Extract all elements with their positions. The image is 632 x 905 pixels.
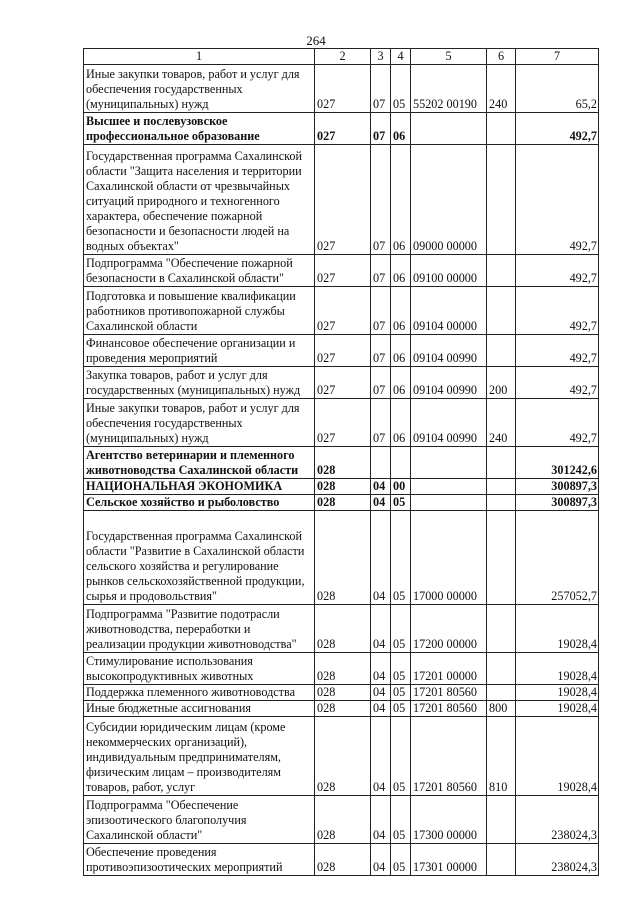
- row-code-expense: [487, 685, 516, 701]
- row-code-target: [411, 479, 487, 495]
- row-amount: 492,7: [516, 335, 599, 367]
- row-code-section: 07: [371, 255, 391, 287]
- row-code-expense: [487, 255, 516, 287]
- row-amount: 492,7: [516, 145, 599, 255]
- row-code-target: [411, 495, 487, 511]
- row-code-expense: [487, 145, 516, 255]
- row-amount: 492,7: [516, 113, 599, 145]
- table-row: [84, 511, 599, 605]
- row-code-subsection: 05: [391, 701, 411, 717]
- row-amount: 19028,4: [516, 653, 599, 685]
- row-code-subsection: 05: [391, 717, 411, 796]
- row-code-admin: 028: [315, 701, 371, 717]
- row-name: Финансовое обеспечение организации и проведения мероприятий: [84, 335, 315, 367]
- row-code-expense: [487, 605, 516, 653]
- row-code-admin: 027: [315, 65, 371, 113]
- row-code-section: 04: [371, 796, 391, 844]
- row-code-section: 04: [371, 653, 391, 685]
- row-code-section: 04: [371, 844, 391, 876]
- row-code-expense: [487, 447, 516, 479]
- col-header-7: 7: [516, 49, 599, 65]
- row-code-expense: 240: [487, 65, 516, 113]
- row-code-admin: 027: [315, 113, 371, 145]
- row-code-subsection: 05: [391, 796, 411, 844]
- row-code-subsection: 06: [391, 255, 411, 287]
- table-row: [84, 65, 599, 113]
- row-amount: 19028,4: [516, 605, 599, 653]
- row-code-target: 55202 00190: [411, 65, 487, 113]
- row-name: Иные закупки товаров, работ и услуг для обеспечения государственных (муниципальных) нужд: [84, 399, 315, 447]
- row-amount: 238024,3: [516, 796, 599, 844]
- row-amount: 301242,6: [516, 447, 599, 479]
- row-code-subsection: 06: [391, 367, 411, 399]
- row-name: Закупка товаров, работ и услуг для государственных (муниципальных) нужд: [84, 367, 315, 399]
- row-code-subsection: 06: [391, 145, 411, 255]
- row-code-admin: 027: [315, 145, 371, 255]
- row-name: Стимулирование использования высокопродуктивных животных: [84, 653, 315, 685]
- row-code-expense: [487, 287, 516, 335]
- row-amount: 492,7: [516, 367, 599, 399]
- row-amount: 19028,4: [516, 701, 599, 717]
- row-code-section: 07: [371, 399, 391, 447]
- table-row: [84, 113, 599, 145]
- row-name: Подпрограмма "Развитие подотрасли животноводства, переработки и реализации продукции животноводства": [84, 605, 315, 653]
- col-header-4: 4: [391, 49, 411, 65]
- row-amount: 238024,3: [516, 844, 599, 876]
- row-code-admin: 027: [315, 367, 371, 399]
- row-code-admin: 028: [315, 511, 371, 605]
- row-code-target: 09104 00000: [411, 287, 487, 335]
- row-code-target: 17200 00000: [411, 605, 487, 653]
- row-code-subsection: 05: [391, 495, 411, 511]
- row-code-expense: [487, 653, 516, 685]
- row-code-section: 07: [371, 287, 391, 335]
- table-row: [84, 335, 599, 367]
- row-code-admin: 028: [315, 653, 371, 685]
- row-code-section: 07: [371, 145, 391, 255]
- table-header-row: [84, 49, 599, 65]
- row-code-admin: 028: [315, 495, 371, 511]
- row-name: Сельское хозяйство и рыболовство: [84, 495, 315, 511]
- table-row: [84, 367, 599, 399]
- row-name: Поддержка племенного животноводства: [84, 685, 315, 701]
- row-code-admin: 027: [315, 255, 371, 287]
- row-code-subsection: 05: [391, 653, 411, 685]
- row-code-target: 09100 00000: [411, 255, 487, 287]
- col-header-6: 6: [487, 49, 516, 65]
- row-name: Обеспечение проведения противоэпизоотических мероприятий: [84, 844, 315, 876]
- row-code-subsection: 06: [391, 113, 411, 145]
- row-code-target: 09104 00990: [411, 399, 487, 447]
- row-code-section: [371, 447, 391, 479]
- row-code-subsection: 05: [391, 685, 411, 701]
- row-code-expense: [487, 511, 516, 605]
- row-code-target: 17201 80560: [411, 701, 487, 717]
- row-code-expense: [487, 796, 516, 844]
- row-name: Агентство ветеринарии и племенного животноводства Сахалинской области: [84, 447, 315, 479]
- table-row: [84, 255, 599, 287]
- table-row: [84, 399, 599, 447]
- row-name: Государственная программа Сахалинской области "Защита населения и территории Сахалинской области от чрезвычайных ситуаций природного и техногенного характера, обеспечение пожарной безопасности и безопасности людей на водных объектах": [84, 145, 315, 255]
- row-name: НАЦИОНАЛЬНАЯ ЭКОНОМИКА: [84, 479, 315, 495]
- row-code-admin: 028: [315, 605, 371, 653]
- table-row: [84, 796, 599, 844]
- row-code-admin: 028: [315, 717, 371, 796]
- row-code-subsection: 05: [391, 511, 411, 605]
- page-number: 264: [306, 33, 326, 48]
- row-code-admin: 027: [315, 399, 371, 447]
- row-code-section: 07: [371, 367, 391, 399]
- row-code-expense: [487, 495, 516, 511]
- row-code-section: 04: [371, 605, 391, 653]
- table-row: [84, 145, 599, 255]
- row-code-admin: 028: [315, 685, 371, 701]
- row-code-target: [411, 113, 487, 145]
- row-code-subsection: 05: [391, 65, 411, 113]
- table-row: [84, 605, 599, 653]
- row-code-expense: [487, 335, 516, 367]
- row-code-subsection: 06: [391, 399, 411, 447]
- table-row: [84, 495, 599, 511]
- row-code-target: [411, 447, 487, 479]
- row-code-expense: 240: [487, 399, 516, 447]
- table-row: [84, 479, 599, 495]
- table-row: [84, 447, 599, 479]
- row-code-subsection: [391, 447, 411, 479]
- row-code-expense: [487, 113, 516, 145]
- row-code-target: 17300 00000: [411, 796, 487, 844]
- row-code-section: 04: [371, 479, 391, 495]
- row-code-admin: 028: [315, 796, 371, 844]
- table-row: [84, 685, 599, 701]
- row-code-section: 07: [371, 65, 391, 113]
- row-code-target: 09104 00990: [411, 367, 487, 399]
- row-name: Иные бюджетные ассигнования: [84, 701, 315, 717]
- row-name: Иные закупки товаров, работ и услуг для обеспечения государственных (муниципальных) нужд: [84, 65, 315, 113]
- row-code-target: 17201 00000: [411, 653, 487, 685]
- row-name: Субсидии юридическим лицам (кроме некоммерческих организаций), индивидуальным предпринимателям, физическим лицам – производителям товаров, работ, услуг: [84, 717, 315, 796]
- row-code-target: 17000 00000: [411, 511, 487, 605]
- row-amount: 492,7: [516, 287, 599, 335]
- row-code-section: 04: [371, 495, 391, 511]
- col-header-5: 5: [411, 49, 487, 65]
- row-code-section: 04: [371, 701, 391, 717]
- row-code-subsection: 06: [391, 335, 411, 367]
- row-name: Высшее и послевузовское профессиональное образование: [84, 113, 315, 145]
- row-code-subsection: 05: [391, 605, 411, 653]
- budget-table: [83, 48, 599, 876]
- table-row: [84, 701, 599, 717]
- row-code-section: 07: [371, 113, 391, 145]
- table-row: [84, 717, 599, 796]
- row-code-expense: 800: [487, 701, 516, 717]
- row-amount: 19028,4: [516, 717, 599, 796]
- row-name: Подготовка и повышение квалификации работников противопожарной службы Сахалинской области: [84, 287, 315, 335]
- table-row: [84, 844, 599, 876]
- col-header-1: 1: [84, 49, 315, 65]
- row-code-section: 04: [371, 511, 391, 605]
- row-code-expense: [487, 844, 516, 876]
- row-code-admin: 027: [315, 287, 371, 335]
- row-amount: 65,2: [516, 65, 599, 113]
- row-code-subsection: 06: [391, 287, 411, 335]
- row-code-subsection: 00: [391, 479, 411, 495]
- row-code-admin: 027: [315, 335, 371, 367]
- col-header-2: 2: [315, 49, 371, 65]
- table-row: [84, 653, 599, 685]
- row-code-admin: 028: [315, 479, 371, 495]
- table-row: [84, 287, 599, 335]
- col-header-3: 3: [371, 49, 391, 65]
- row-name: Подпрограмма "Обеспечение пожарной безопасности в Сахалинской области": [84, 255, 315, 287]
- row-code-expense: [487, 479, 516, 495]
- row-amount: 492,7: [516, 399, 599, 447]
- row-code-section: 04: [371, 685, 391, 701]
- row-amount: 492,7: [516, 255, 599, 287]
- row-code-target: 09104 00990: [411, 335, 487, 367]
- row-code-section: 04: [371, 717, 391, 796]
- row-code-target: 17201 80560: [411, 685, 487, 701]
- row-amount: 19028,4: [516, 685, 599, 701]
- row-code-expense: 810: [487, 717, 516, 796]
- row-code-target: 09000 00000: [411, 145, 487, 255]
- row-code-subsection: 05: [391, 844, 411, 876]
- row-code-admin: 028: [315, 447, 371, 479]
- row-code-section: 07: [371, 335, 391, 367]
- row-name: Государственная программа Сахалинской области "Развитие в Сахалинской области сельского хозяйства и регулирование рынков сельскохозяйственной продукции, сырья и продовольствия": [84, 511, 315, 605]
- row-name: Подпрограмма "Обеспечение эпизоотического благополучия Сахалинской области": [84, 796, 315, 844]
- row-code-target: 17201 80560: [411, 717, 487, 796]
- row-amount: 300897,3: [516, 479, 599, 495]
- row-amount: 300897,3: [516, 495, 599, 511]
- row-amount: 257052,7: [516, 511, 599, 605]
- row-code-admin: 028: [315, 844, 371, 876]
- row-code-expense: 200: [487, 367, 516, 399]
- row-code-target: 17301 00000: [411, 844, 487, 876]
